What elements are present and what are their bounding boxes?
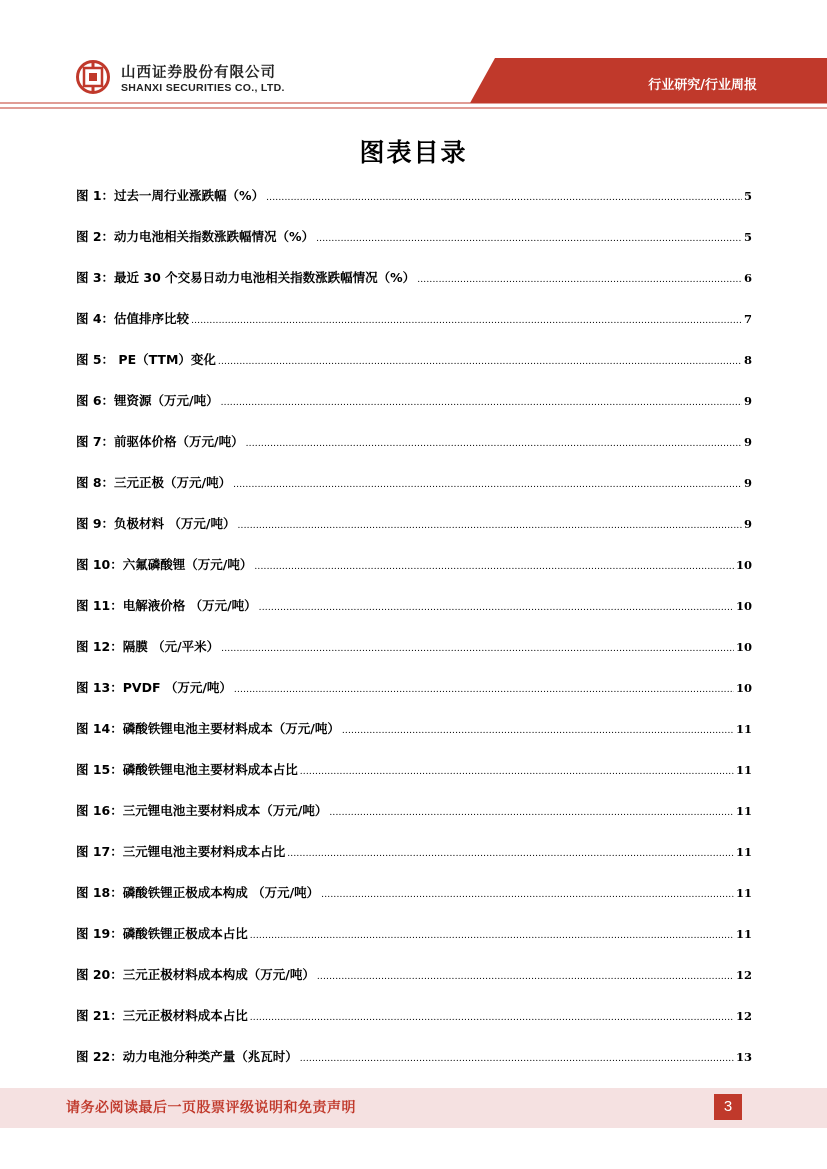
toc-entry-label: 图 2：动力电池相关指数涨跌幅情况（%） [76, 229, 315, 244]
toc-entry-page: 6 [743, 271, 752, 285]
toc-entry-label: 图 15：磷酸铁锂电池主要材料成本占比 [76, 762, 298, 777]
page-number: 3 [714, 1094, 742, 1120]
toc-dot-leader [317, 967, 734, 987]
toc-entry-page: 11 [735, 886, 752, 900]
toc-dot-leader [221, 393, 742, 413]
toc-dot-leader [191, 311, 742, 331]
toc-dot-leader [316, 229, 742, 249]
toc-entry[interactable] [76, 719, 752, 760]
toc-dot-leader [287, 844, 734, 864]
toc-dot-leader [246, 434, 742, 454]
company-name-cn: 山西证券股份有限公司 [121, 65, 276, 81]
toc-dot-leader [266, 188, 742, 208]
toc-entry[interactable] [76, 391, 752, 432]
toc-entry-label: 图 14：磷酸铁锂电池主要材料成本（万元/吨） [76, 721, 340, 736]
toc-entry-label: 图 5： PE（TTM）变化 [76, 352, 216, 367]
figure-index-list [76, 186, 752, 1088]
toc-entry-page: 9 [743, 435, 752, 449]
toc-entry[interactable] [76, 309, 752, 350]
toc-entry[interactable] [76, 473, 752, 514]
toc-entry-page: 11 [735, 763, 752, 777]
toc-entry[interactable] [76, 842, 752, 883]
toc-entry-label: 图 18：磷酸铁锂正极成本构成 （万元/吨） [76, 885, 320, 900]
toc-entry[interactable] [76, 965, 752, 1006]
toc-entry-page: 9 [743, 394, 752, 408]
toc-entry-label: 图 12：隔膜 （元/平米） [76, 639, 220, 654]
toc-entry-page: 10 [735, 681, 752, 695]
toc-entry-label: 图 13：PVDF （万元/吨） [76, 680, 232, 695]
toc-entry-page: 11 [735, 804, 752, 818]
toc-entry-label: 图 16：三元锂电池主要材料成本（万元/吨） [76, 803, 328, 818]
toc-dot-leader [237, 516, 742, 536]
toc-entry-page: 12 [735, 968, 752, 982]
toc-entry[interactable] [76, 801, 752, 842]
toc-entry[interactable] [76, 637, 752, 678]
toc-entry-page: 10 [735, 640, 752, 654]
toc-dot-leader [233, 475, 742, 495]
toc-entry[interactable] [76, 596, 752, 637]
toc-entry-label: 图 22：动力电池分种类产量（兆瓦时） [76, 1049, 298, 1064]
toc-dot-leader [321, 885, 734, 905]
toc-dot-leader [234, 680, 734, 700]
footer-disclaimer: 请务必阅读最后一页股票评级说明和免责声明 [66, 1100, 356, 1116]
toc-dot-leader [250, 926, 734, 946]
toc-dot-leader [218, 352, 742, 372]
company-name-en: SHANXI SECURITIES CO., LTD. [121, 82, 285, 94]
page-title: 图表目录 [359, 138, 468, 167]
toc-entry-page: 13 [735, 1050, 752, 1064]
toc-entry-page: 11 [735, 722, 752, 736]
toc-entry-page: 7 [743, 312, 752, 326]
toc-dot-leader [221, 639, 734, 659]
toc-dot-leader [300, 762, 734, 782]
toc-entry[interactable] [76, 432, 752, 473]
toc-entry[interactable] [76, 514, 752, 555]
toc-entry-label: 图 11：电解液价格 （万元/吨） [76, 598, 257, 613]
toc-entry-label: 图 4：估值排序比较 [76, 311, 190, 326]
toc-dot-leader [254, 557, 734, 577]
toc-entry-label: 图 10：六氟磷酸锂（万元/吨） [76, 557, 253, 572]
toc-entry[interactable] [76, 350, 752, 391]
toc-entry-label: 图 8：三元正极（万元/吨） [76, 475, 232, 490]
toc-entry-page: 11 [735, 845, 752, 859]
toc-entry-label: 图 19：磷酸铁锂正极成本占比 [76, 926, 248, 941]
toc-entry-label: 图 21：三元正极材料成本占比 [76, 1008, 248, 1023]
toc-entry-label: 图 7：前驱体价格（万元/吨） [76, 434, 244, 449]
toc-entry-page: 9 [743, 517, 752, 531]
toc-entry[interactable] [76, 1006, 752, 1047]
toc-entry-label: 图 1：过去一周行业涨跌幅（%） [76, 188, 265, 203]
toc-entry-label: 图 17：三元锂电池主要材料成本占比 [76, 844, 286, 859]
toc-entry-page: 10 [735, 599, 752, 613]
report-type: 行业研究/行业周报 [648, 78, 757, 93]
toc-entry-page: 9 [743, 476, 752, 490]
toc-entry[interactable] [76, 268, 752, 309]
toc-entry-page: 5 [743, 189, 752, 203]
toc-entry-label: 图 6：锂资源（万元/吨） [76, 393, 219, 408]
toc-dot-leader [342, 721, 734, 741]
toc-dot-leader [329, 803, 734, 823]
toc-dot-leader [300, 1049, 734, 1069]
toc-entry[interactable] [76, 186, 752, 227]
toc-entry-page: 11 [735, 927, 752, 941]
toc-entry[interactable] [76, 555, 752, 596]
page-header [0, 0, 827, 110]
toc-entry-page: 5 [743, 230, 752, 244]
toc-entry[interactable] [76, 678, 752, 719]
toc-entry-label: 图 20：三元正极材料成本构成（万元/吨） [76, 967, 315, 982]
toc-entry[interactable] [76, 924, 752, 965]
toc-entry-page: 12 [735, 1009, 752, 1023]
toc-dot-leader [417, 270, 742, 290]
toc-dot-leader [250, 1008, 734, 1028]
toc-entry-label: 图 3：最近 30 个交易日动力电池相关指数涨跌幅情况（%） [76, 270, 416, 285]
toc-entry[interactable] [76, 883, 752, 924]
toc-entry-label: 图 9：负极材料 （万元/吨） [76, 516, 236, 531]
toc-entry[interactable] [76, 760, 752, 801]
toc-entry-page: 10 [735, 558, 752, 572]
toc-entry[interactable] [76, 1047, 752, 1088]
shanxi-securities-logo-icon [76, 60, 110, 94]
toc-entry-page: 8 [743, 353, 752, 367]
toc-dot-leader [259, 598, 734, 618]
toc-entry[interactable] [76, 227, 752, 268]
